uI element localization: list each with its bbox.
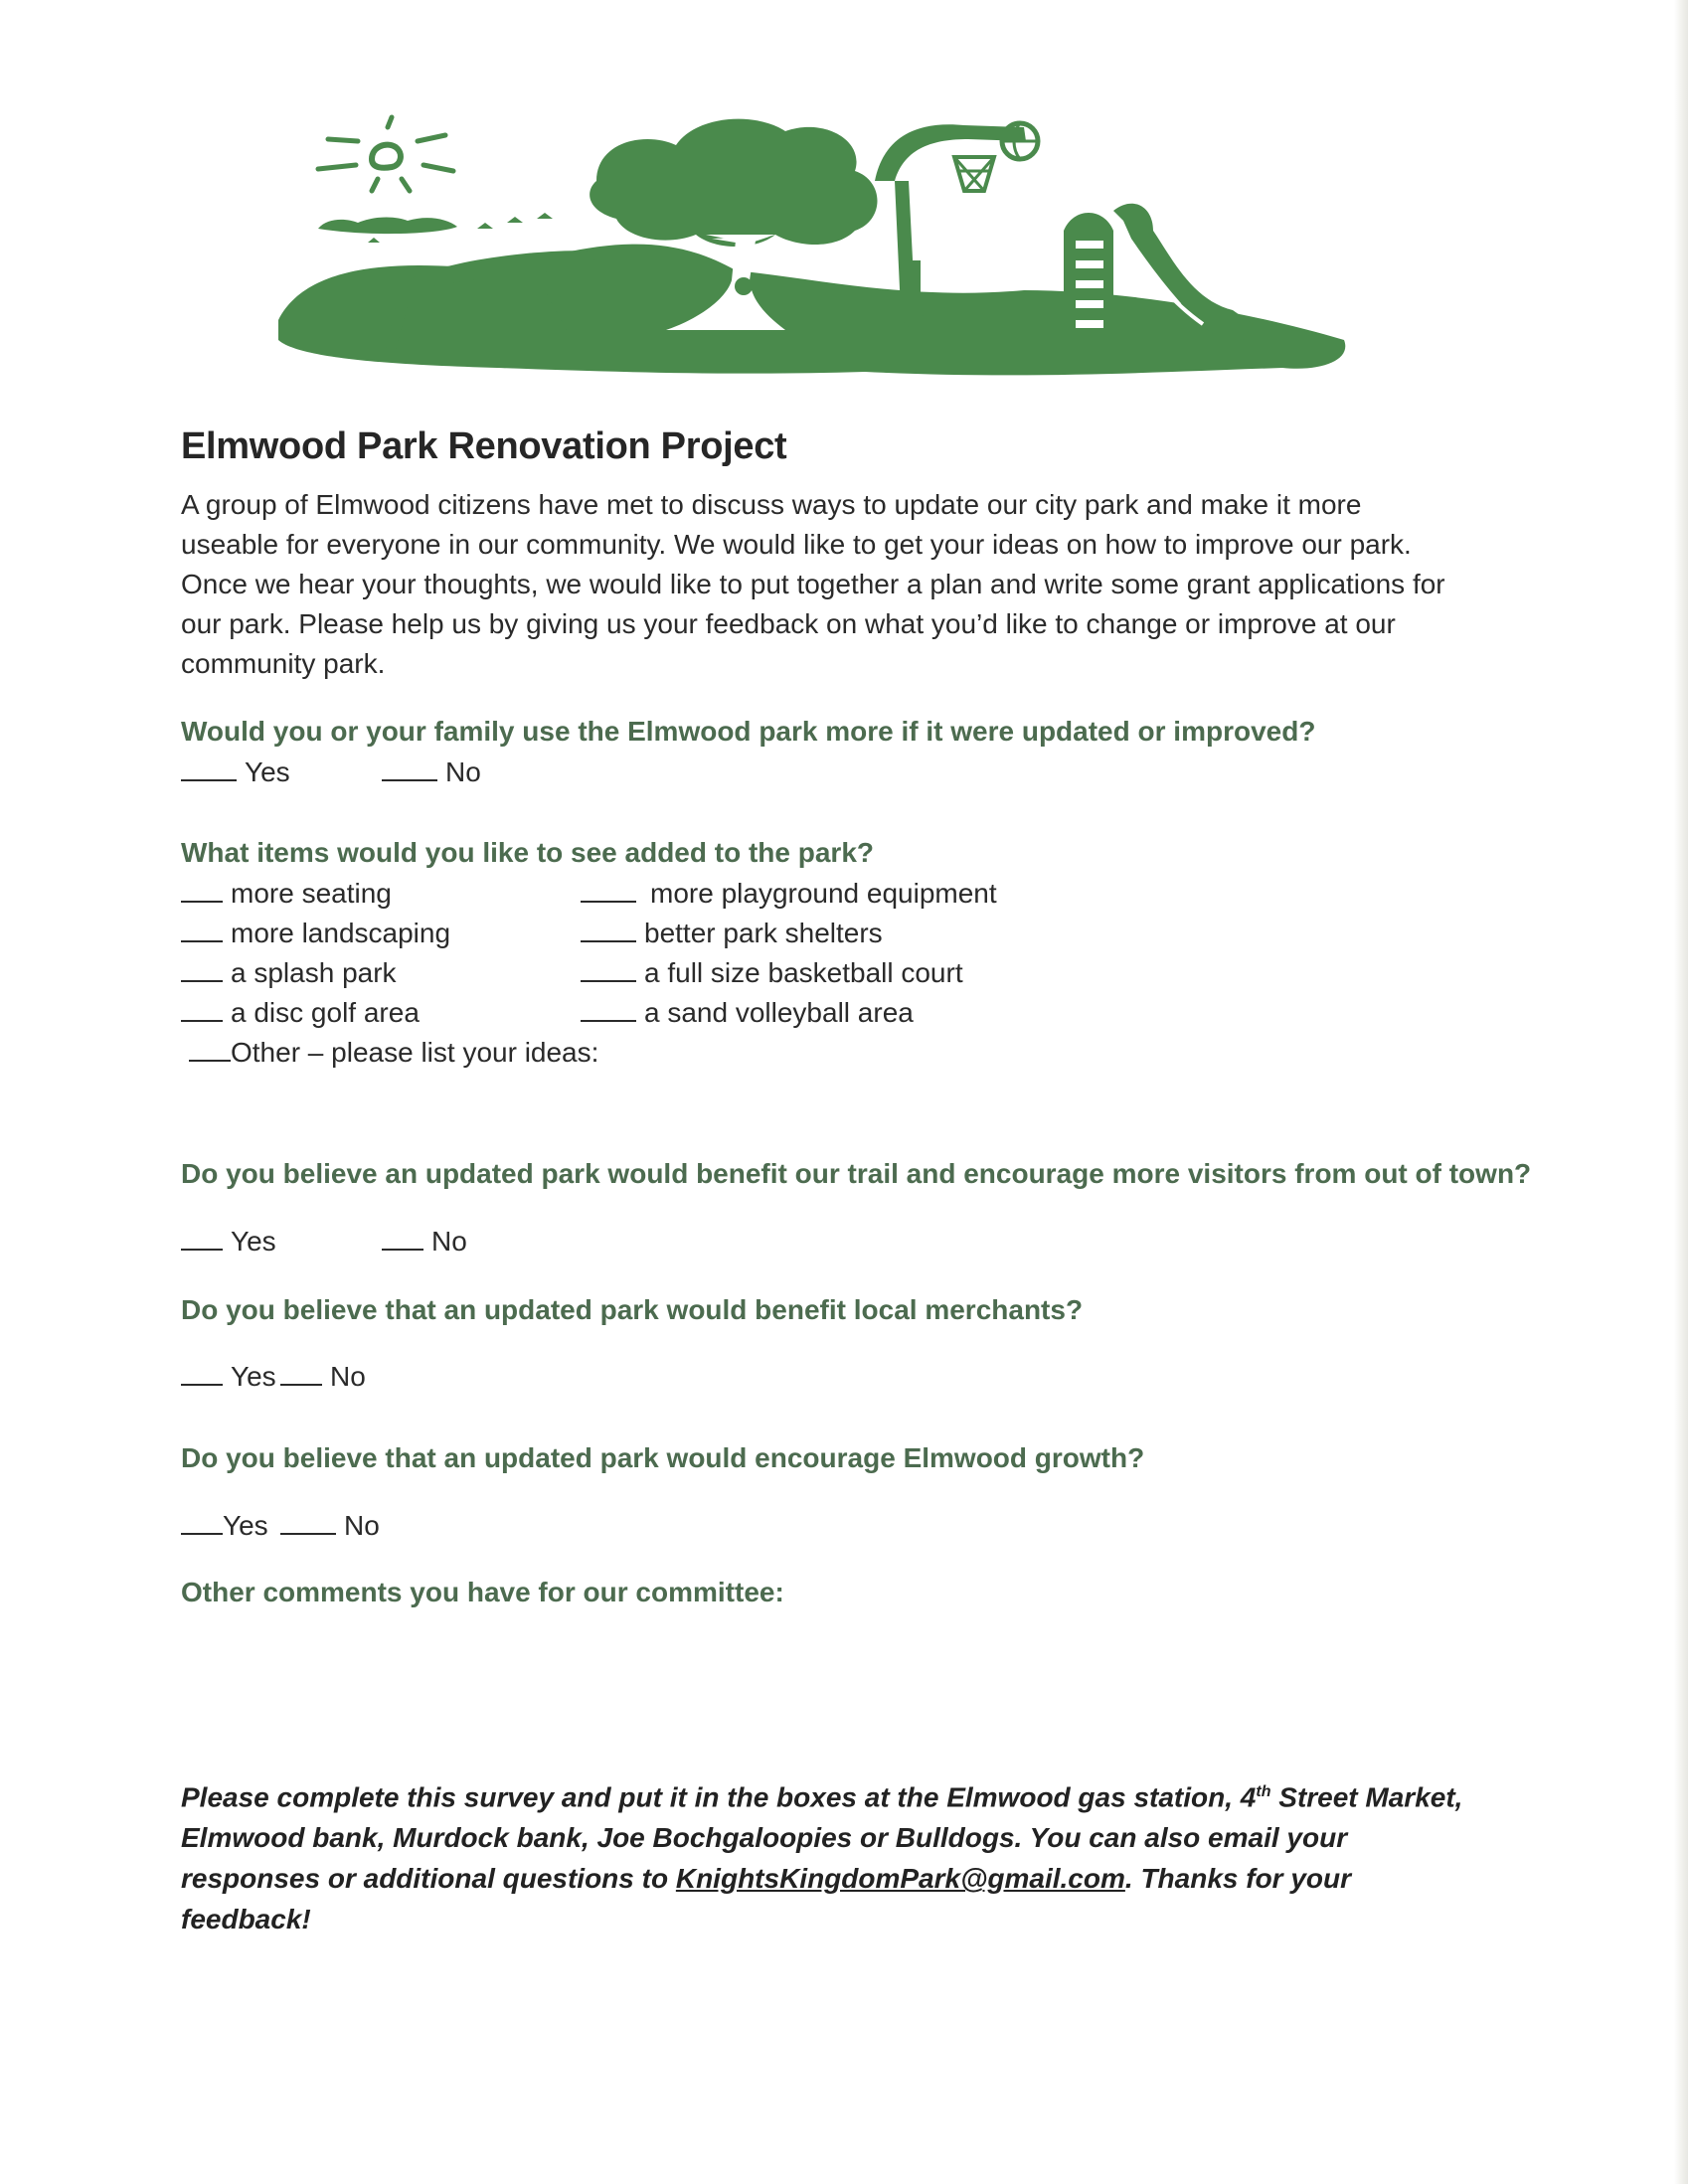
q3-yes-blank[interactable] xyxy=(181,1225,223,1251)
q4-no-label: No xyxy=(330,1361,366,1392)
item-label: more playground equipment xyxy=(650,878,997,909)
item-blank[interactable] xyxy=(581,917,636,942)
footer-text-part2: Street Market, Elmwood bank, Murdock bank, Joe Bochgaloopies or Bulldogs. You can also email your responses or additional questions to xyxy=(181,1781,1463,1895)
q3-no-option[interactable] xyxy=(382,1225,467,1258)
email-link[interactable]: KnightsKingdomPark@gmail.com xyxy=(675,1863,1125,1895)
item-blank[interactable] xyxy=(581,996,636,1022)
q3-yes-option[interactable] xyxy=(181,1225,276,1258)
q1-yes-blank[interactable] xyxy=(181,756,237,781)
item-label: better park shelters xyxy=(644,918,883,948)
question-local-merchants: Do you believe that an updated park would benefit local merchants? xyxy=(181,1294,1084,1325)
item-basketball-court[interactable] xyxy=(581,956,963,989)
item-blank[interactable] xyxy=(581,956,636,982)
q1-no-blank[interactable] xyxy=(382,756,437,781)
q4-yes-option[interactable] xyxy=(181,1360,276,1393)
page-title: Elmwood Park Renovation Project xyxy=(181,425,787,467)
q4-yes-blank[interactable] xyxy=(181,1360,223,1386)
question-use-park: Would you or your family use the Elmwood park more if it were updated or improved? xyxy=(181,716,1316,747)
q1-no-label: No xyxy=(445,756,481,787)
q5-no-blank[interactable] xyxy=(280,1509,336,1535)
q3-yes-label: Yes xyxy=(231,1226,276,1257)
item-playground-equipment[interactable] xyxy=(581,877,997,910)
footer-ordinal: th xyxy=(1256,1783,1271,1800)
item-more-landscaping[interactable] xyxy=(181,917,450,949)
q5-no-option[interactable] xyxy=(280,1509,380,1542)
item-disc-golf[interactable] xyxy=(181,996,420,1029)
item-blank[interactable] xyxy=(181,877,223,903)
intro-paragraph: A group of Elmwood citizens have met to discuss ways to update our city park and make it more useable for everyone in our community. We would like to get your ideas on how to improve our park. Once we hear your thoughts, we would like to put together a plan and write some grant applications for our park. Please help us by giving us your feedback on what you’d like to change or improve at our community park. xyxy=(181,489,1445,679)
question-other-comments: Other comments you have for our committee: xyxy=(181,1577,784,1607)
q1-yes-label: Yes xyxy=(245,756,290,787)
item-label: more seating xyxy=(231,878,392,909)
q5-no-label: No xyxy=(344,1510,380,1541)
q5-yes-option[interactable] xyxy=(181,1509,268,1542)
q5-yes-blank[interactable] xyxy=(181,1509,223,1535)
item-blank[interactable] xyxy=(181,996,223,1022)
scan-edge xyxy=(1674,0,1688,2184)
item-blank[interactable] xyxy=(189,1036,231,1062)
park-illustration-icon xyxy=(268,111,1352,390)
item-label: a sand volleyball area xyxy=(644,997,914,1028)
item-more-seating[interactable] xyxy=(181,877,392,910)
footer-instructions xyxy=(181,1771,1473,1939)
footer-text-part1: Please complete this survey and put it in the boxes at the Elmwood gas station, 4 xyxy=(181,1781,1257,1813)
question-trail-visitors: Do you believe an updated park would benefit our trail and encourage more visitors from out of town? xyxy=(181,1158,1532,1189)
item-label: a disc golf area xyxy=(231,997,420,1028)
q5-yes-label: Yes xyxy=(223,1510,268,1541)
item-label: a full size basketball court xyxy=(644,957,963,988)
q3-no-blank[interactable] xyxy=(382,1225,423,1251)
q1-no-option[interactable] xyxy=(382,756,481,788)
item-park-shelters[interactable] xyxy=(581,917,883,949)
item-other[interactable] xyxy=(189,1036,598,1069)
q4-no-option[interactable] xyxy=(280,1360,366,1393)
q4-yes-label: Yes xyxy=(231,1361,276,1392)
q1-yes-option[interactable] xyxy=(181,756,290,788)
item-splash-park[interactable] xyxy=(181,956,397,989)
question-elmwood-growth: Do you believe that an updated park would encourage Elmwood growth? xyxy=(181,1442,1145,1473)
footer-text-part3: . Thanks for your feedback! xyxy=(181,1863,1352,1935)
question-items-added: What items would you like to see added to the park? xyxy=(181,837,874,868)
item-label: Other – please list your ideas: xyxy=(231,1037,599,1068)
item-sand-volleyball[interactable] xyxy=(581,996,914,1029)
item-blank[interactable] xyxy=(581,877,636,903)
item-label: more landscaping xyxy=(231,918,451,948)
item-blank[interactable] xyxy=(181,956,223,982)
item-label: a splash park xyxy=(231,957,397,988)
q4-no-blank[interactable] xyxy=(280,1360,322,1386)
q3-no-label: No xyxy=(431,1226,467,1257)
item-blank[interactable] xyxy=(181,917,223,942)
